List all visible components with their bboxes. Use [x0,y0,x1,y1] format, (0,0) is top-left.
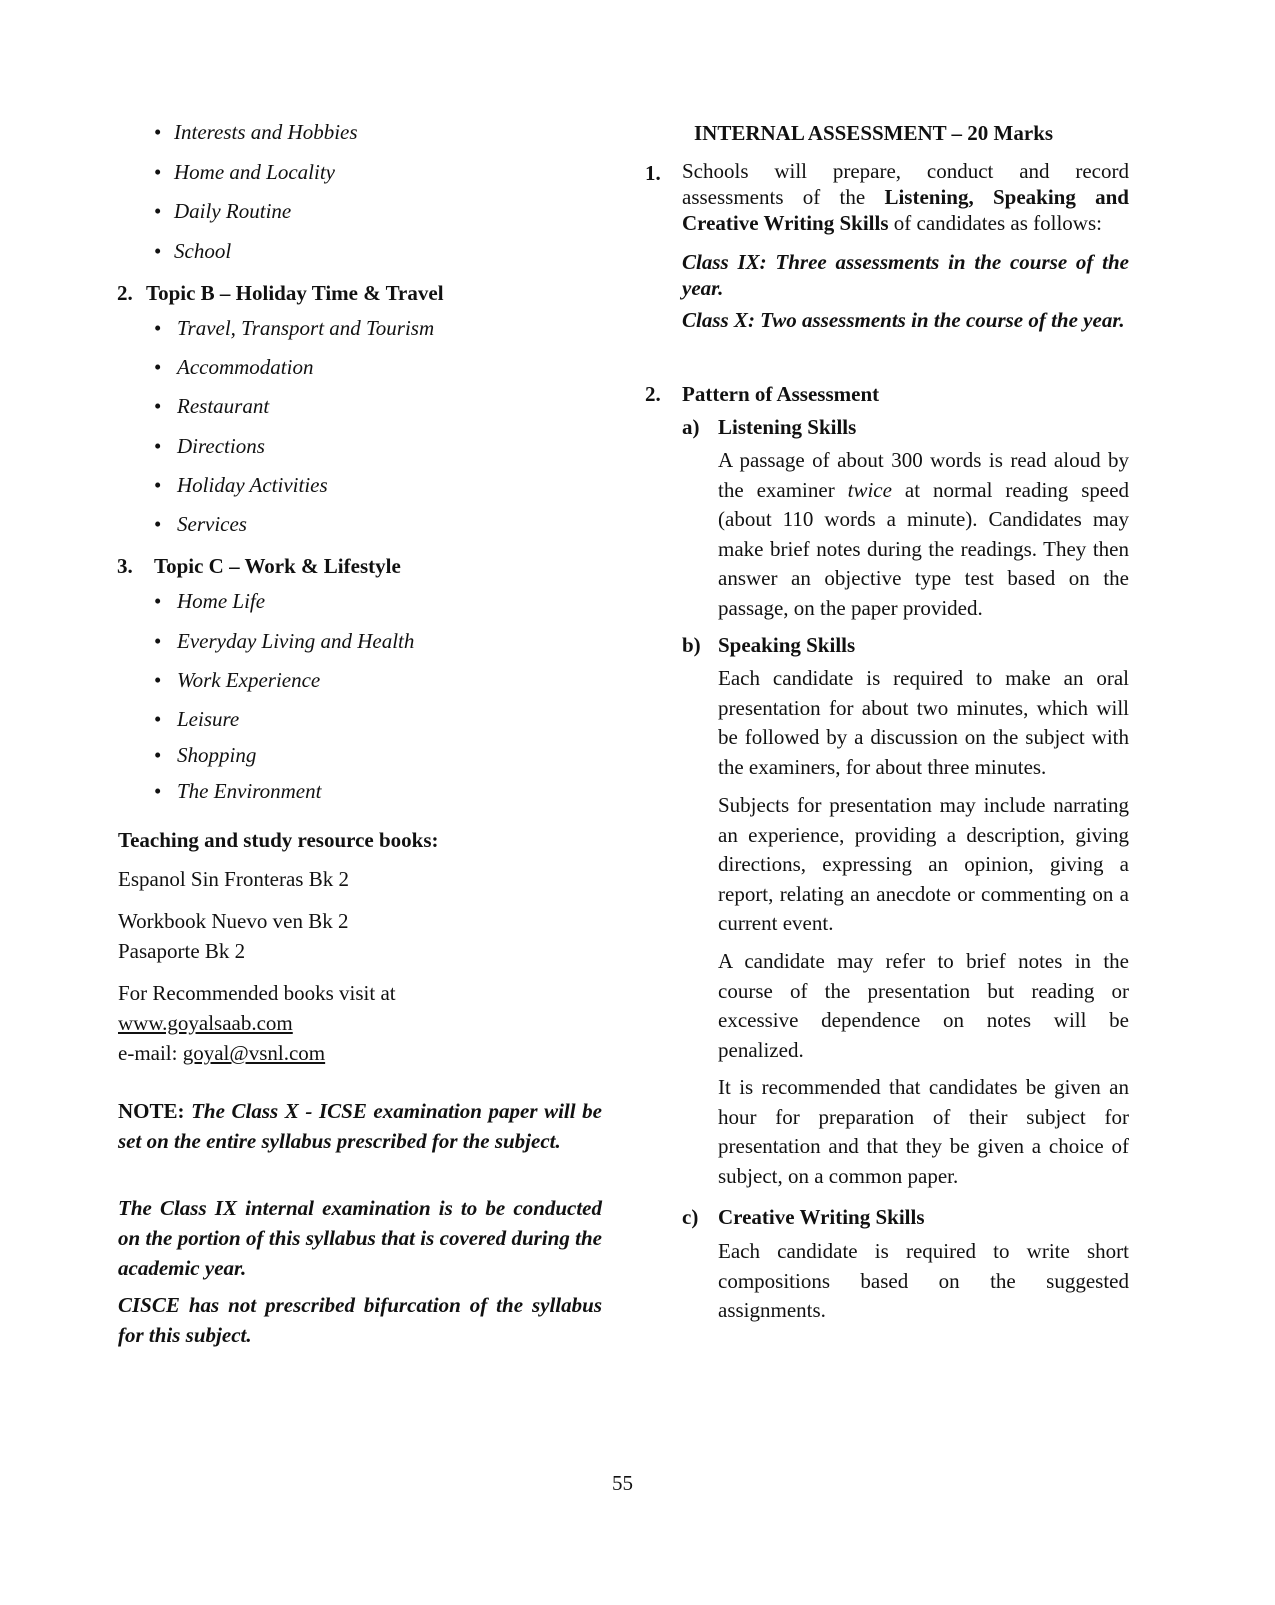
bullet-icon [154,198,174,224]
speaking-para-3: A candidate may refer to brief notes in the course of the presentation but reading or excessive dependence on notes will be penalized. [718,949,1129,1062]
bullet-icon [154,393,177,419]
writing-heading: Creative Writing Skills [718,1205,925,1229]
bullet-icon [154,354,177,380]
bullet-icon [154,159,174,185]
bullet-icon [154,433,177,459]
item-2-number: 2. [645,382,661,406]
class-ix-assessments: Class IX: Three assessments in the course of the year. [682,250,1129,300]
bullet-icon [154,119,174,145]
page-number: 55 [612,1471,633,1495]
list-item: •Leisure [154,706,239,732]
list-item: •Travel, Transport and Tourism [154,315,434,341]
speaking-letter: b) [682,633,701,657]
item-1-text: Schools will prepare, conduct and record assessments of the Listening, Speaking and Creative Writing Skills of candidates as follows: [682,159,1129,235]
class-x-assessments: Class X: Two assessments in the course of the year. [682,308,1125,332]
list-item: •Everyday Living and Health [154,628,414,654]
list-item: •Directions [154,433,265,459]
bullet-icon [154,742,177,768]
note-1: NOTE: The Class X - ICSE examination paper will be set on the entire syllabus prescribed for the subject. [118,1099,602,1153]
email-label: e-mail: [118,1041,178,1065]
note-2: The Class IX internal examination is to be conducted on the portion of this syllabus that is covered during the academic year. [118,1196,602,1280]
bullet-icon [154,667,177,693]
website-link[interactable]: www.goyalsaab.com [118,1011,293,1035]
list-item: •Home Life [154,588,265,614]
list-item: •Accommodation [154,354,313,380]
bullet-icon [154,706,177,732]
resource-book: Workbook Nuevo ven Bk 2 [118,909,349,933]
item-1-number: 1. [645,161,661,185]
list-item: •Work Experience [154,667,320,693]
speaking-para-4: It is recommended that candidates be given an hour for preparation of their subject for presentation and that they be given a choice of subject, on a common paper. [718,1075,1129,1188]
bullet-icon [154,472,177,498]
list-item: •Interests and Hobbies [154,119,358,145]
listening-text: A passage of about 300 words is read aloud by the examiner twice at normal reading speed (about 110 words a minute). Candidates may make brief notes during the readings. They then answer an objective type test based on the passage, on the paper provided. [718,448,1130,620]
listening-letter: a) [682,415,700,439]
bullet-icon [154,588,177,614]
website-line [118,1008,293,1038]
resource-book: Espanol Sin Fronteras Bk 2 [118,867,349,891]
speaking-heading: Speaking Skills [718,633,856,657]
bullet-icon [154,778,177,804]
internal-assessment-title: INTERNAL ASSESSMENT – 20 Marks [694,121,1054,145]
recommended-books-text: For Recommended books visit at [118,981,396,1005]
bullet-icon [154,511,177,537]
list-item: •School [154,238,231,264]
list-item: •Shopping [154,742,256,768]
list-item: •Home and Locality [154,159,335,185]
note-label: NOTE: [118,1099,185,1123]
speaking-para-2: Subjects for presentation may include narrating an experience, providing a description, giving directions, expressing an opinion, giving a report, relating an anecdote or commenting on a current event. [718,793,1129,936]
list-item: •Daily Routine [154,198,291,224]
note-3: CISCE has not prescribed bifurcation of the syllabus for this subject. [118,1293,602,1347]
bullet-icon [154,315,177,341]
list-item: •The Environment [154,778,321,804]
bullet-icon [154,238,174,264]
writing-para-1: Each candidate is required to write short compositions based on the suggested assignments. [718,1239,1129,1323]
email-line [118,1038,325,1068]
list-item: •Services [154,511,247,537]
topic-b-heading: 2. Topic B – Holiday Time & Travel [117,281,444,305]
list-item: •Holiday Activities [154,472,328,498]
resources-heading: Teaching and study resource books: [118,828,439,852]
email-link[interactable]: goyal@vsnl.com [182,1041,326,1065]
writing-letter: c) [682,1205,699,1229]
bullet-icon [154,628,177,654]
speaking-para-1: Each candidate is required to make an oral presentation for about two minutes, which will be followed by a discussion on the subject with the examiners, for about three minutes. [718,666,1129,779]
listening-heading: Listening Skills [718,415,857,439]
resource-book: Pasaporte Bk 2 [118,939,246,963]
topic-c-heading: 3. Topic C – Work & Lifestyle [117,554,401,578]
list-item: •Restaurant [154,393,269,419]
pattern-heading: Pattern of Assessment [682,382,880,406]
